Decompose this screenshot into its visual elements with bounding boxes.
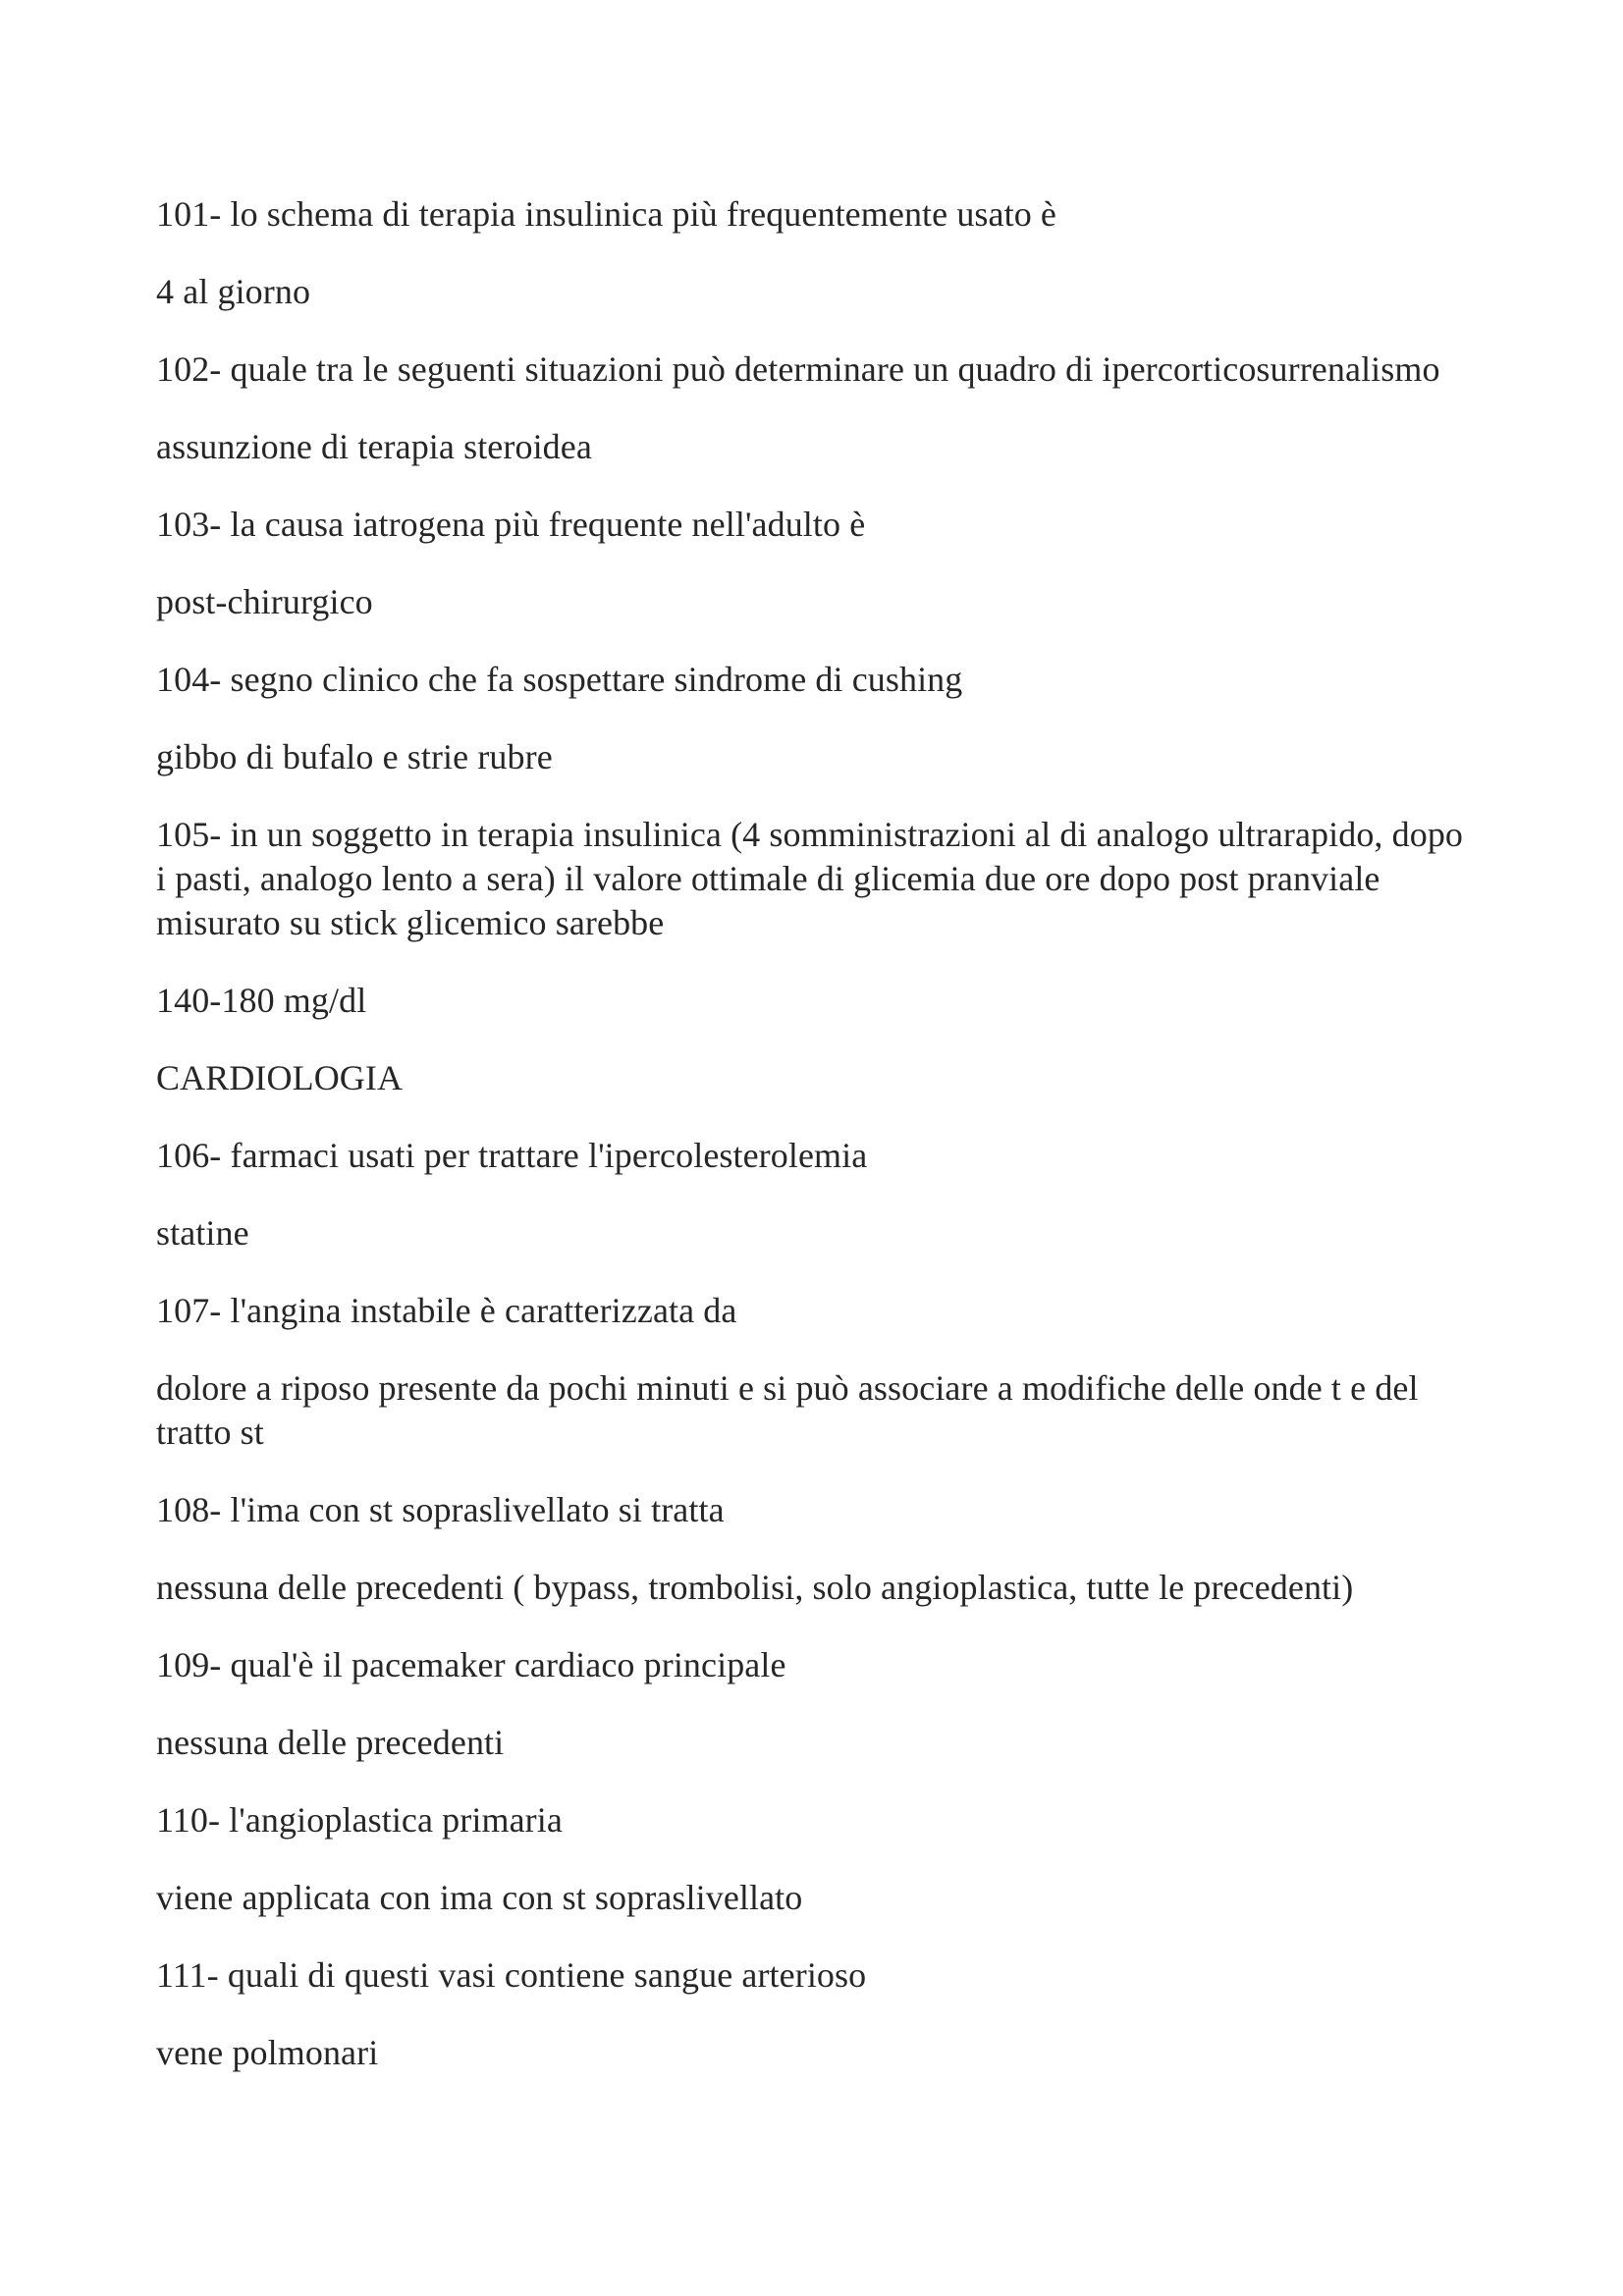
answer-102: assunzione di terapia steroidea [156, 427, 592, 466]
answer-111: vene polmonari [156, 2033, 379, 2072]
question-106: 106- farmaci usati per trattare l'ipercolesterolemia [156, 1136, 868, 1175]
answer-104: gibbo di bufalo e strie rubre [156, 737, 553, 776]
answer-107: dolore a riposo presente da pochi minuti e si può associare a modifiche delle onde t e del tratto st [156, 1368, 1419, 1452]
section-heading-cardiologia: CARDIOLOGIA [156, 1058, 404, 1097]
answer-109: nessuna delle precedenti [156, 1723, 505, 1762]
question-108: 108- l'ima con st sopraslivellato si tratta [156, 1490, 725, 1529]
answer-101: 4 al giorno [156, 272, 311, 311]
question-102: 102- quale tra le seguenti situazioni può determinare un quadro di ipercorticosurrenalismo [156, 349, 1440, 389]
document-body [156, 192, 1472, 2109]
question-110: 110- l'angioplastica primaria [156, 1800, 563, 1840]
question-107: 107- l'angina instabile è caratterizzata da [156, 1291, 737, 1330]
question-111: 111- quali di questi vasi contiene sangue arterioso [156, 1955, 867, 1995]
question-101: 101- lo schema di terapia insulinica più frequentemente usato è [156, 194, 1056, 234]
answer-105: 140-180 mg/dl [156, 981, 367, 1020]
question-109: 109- qual'è il pacemaker cardiaco principale [156, 1645, 786, 1684]
question-105: 105- in un soggetto in terapia insulinica (4 somministrazioni al di analogo ultrarapido, dopo i pasti, analogo lento a sera) il valore ottimale di glicemia due ore dopo post pranviale misurato su stick glicemico sarebbe [156, 815, 1464, 942]
answer-106: statine [156, 1213, 249, 1253]
question-104: 104- segno clinico che fa sospettare sindrome di cushing [156, 660, 963, 699]
answer-110: viene applicata con ima con st sopraslivellato [156, 1878, 803, 1917]
question-103: 103- la causa iatrogena più frequente nell'adulto è [156, 505, 866, 544]
answer-108: nessuna delle precedenti ( bypass, trombolisi, solo angioplastica, tutte le precedenti) [156, 1568, 1354, 1607]
answer-103: post-chirurgico [156, 582, 373, 621]
